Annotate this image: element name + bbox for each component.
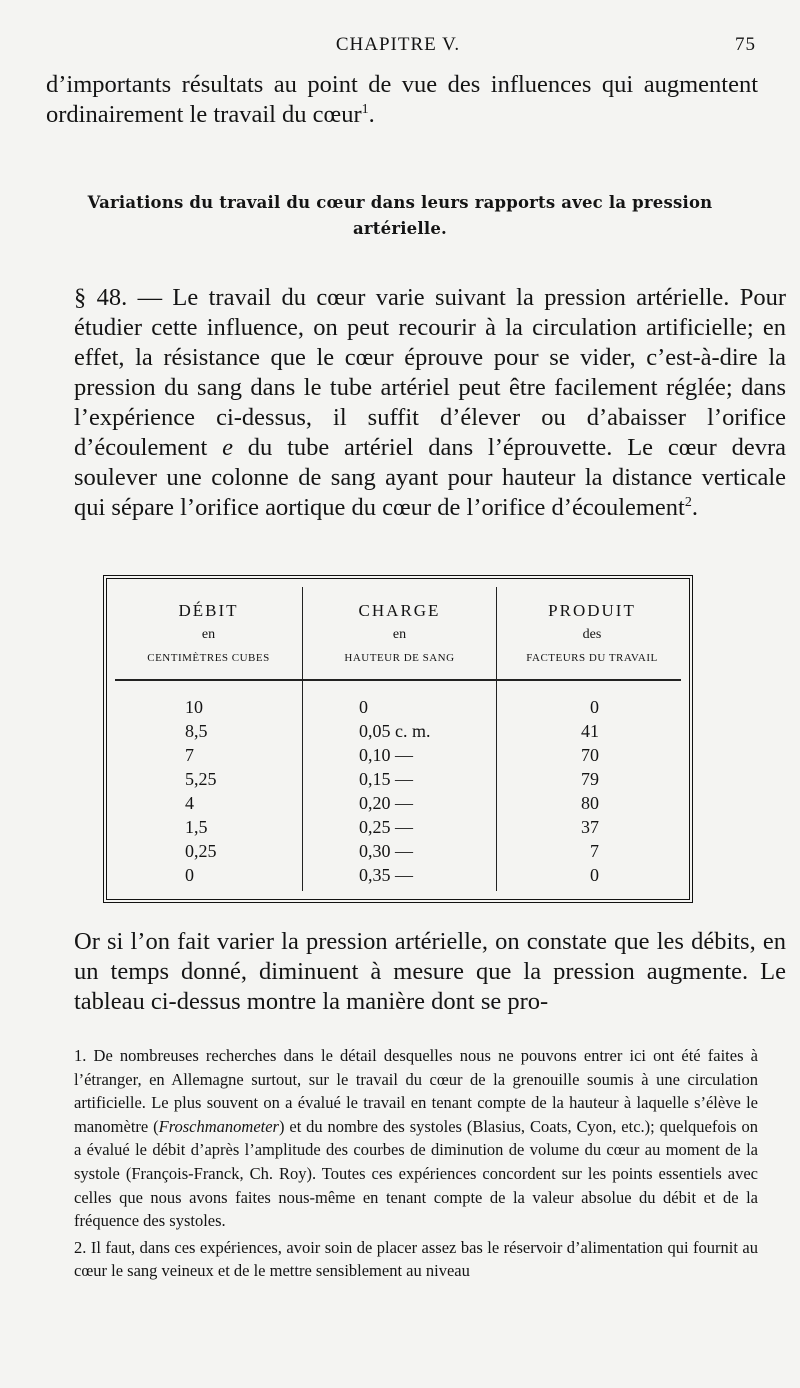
column-sub: en	[392, 627, 407, 642]
cell-debit: 4	[185, 793, 194, 813]
footnote-2: 2. Il faut, dans ces expériences, avoir soin de placer assez bas le réservoir d’alimentation qui fournit au cœur le sang veineux et de le mettre sensiblement au niveau	[74, 1237, 758, 1281]
table-row	[107, 769, 689, 793]
table-row	[107, 817, 689, 841]
paragraph-1-text: d’importants résultats au point de vue des influences qui augmentent ordinairement le travail du cœur	[46, 71, 758, 128]
section-heading: Variations du travail du cœur dans leurs rapports avec la pression artérielle.	[87, 193, 713, 238]
cell-produit: 70	[581, 745, 599, 765]
cell-produit: 80	[581, 793, 599, 813]
cell-charge: 0,35 —	[359, 865, 413, 885]
header-rule	[115, 679, 681, 681]
paragraph-continued: Or si l’on fait varier la pression artérielle, on constate que les débits, en un temps donné, diminuent à mesure que la pression augmente. Le tableau ci-dessus montre la manière dont se pro-	[74, 928, 786, 1015]
footnote-1	[46, 1044, 758, 1233]
cell-debit: 0,25	[185, 841, 217, 861]
cell-produit: 0	[590, 865, 599, 885]
cell-debit: 8,5	[185, 721, 208, 741]
cell-produit: 79	[581, 769, 599, 789]
paragraph-2-end: .	[691, 494, 698, 521]
table-row	[107, 865, 689, 889]
cell-charge: 0,30 —	[359, 841, 413, 861]
column-unit: HAUTEUR DE SANG	[344, 652, 455, 664]
footnote-1-italic: Froschmanometer	[158, 1116, 279, 1136]
cell-charge: 0	[359, 697, 368, 717]
table-row	[107, 793, 689, 817]
column-unit: FACTEURS DU TRAVAIL	[526, 652, 658, 664]
column-header-produit	[497, 601, 687, 664]
cell-charge: 0,15 —	[359, 769, 413, 789]
column-title: DÉBIT	[178, 601, 239, 620]
running-header	[40, 34, 756, 60]
cell-debit: 0	[185, 865, 194, 885]
cell-charge: 0,10 —	[359, 745, 413, 765]
cell-produit: 41	[581, 721, 599, 741]
variable-e: e	[222, 434, 233, 461]
cell-charge: 0,25 —	[359, 817, 413, 837]
footnote-ref-2[interactable]: 2	[684, 494, 692, 510]
footnotes	[46, 1044, 758, 1283]
cell-produit: 7	[590, 841, 599, 861]
chapter-title: CHAPITRE V.	[335, 34, 461, 55]
cell-debit: 5,25	[185, 769, 217, 789]
paragraph-2-text: § 48. — Le travail du cœur varie suivant la pression artérielle. Pour étudier cette influence, on peut recourir à la circulation artificielle; en effet, la résistance que le cœur éprouve pour se vider, c’est-à-dire la pression du sang dans le tube artériel peut être facilement réglée; dans l’expérience ci-dessus, il suffit d’élever ou d’abaisser l’orifice d’écoulement	[74, 284, 786, 461]
cell-charge: 0,05 c. m.	[359, 721, 431, 741]
cell-debit: 7	[185, 745, 194, 765]
table-row	[107, 697, 689, 721]
column-sub: en	[201, 627, 216, 642]
footnote-1-text: 1. De nombreuses recherches dans le détail desquelles nous ne pouvons entrer ici ont été faites à l’étranger, en Allemagne surtout, sur le travail du cœur de la grenouille soumis à une circulation artificielle. Le plus souvent on a évalué le travail en tenant compte de la hauteur à laquelle s’élève le manomètre (	[74, 1046, 758, 1136]
paragraph-48	[46, 283, 786, 523]
footnote-1-text-after: ) et du nombre des systoles (Blasius, Coats, Cyon, etc.); quelquefois on a évalué le débit d’après l’amplitude des courbes de diminution de volume du cœur au moment de la systole (François-Franck, Ch. Roy). Toutes ces expériences concordent sur les points essentiels avec celles que nous avons faites nous-même en tenant compte de la valeur absolue du débit et de la fréquence des systoles.	[74, 1116, 758, 1231]
page-number: 75	[735, 34, 756, 55]
data-table	[103, 575, 693, 903]
footnote-ref-1[interactable]: 1	[361, 101, 369, 117]
cell-debit: 1,5	[185, 817, 208, 837]
column-header-charge	[303, 601, 496, 664]
cell-produit: 0	[590, 697, 599, 717]
column-title: PRODUIT	[548, 601, 636, 620]
cell-debit: 10	[185, 697, 203, 717]
paragraph-2-text-after: du tube artériel dans l’éprouvette. Le cœur devra soulever une colonne de sang ayant pour hauteur la distance verticale qui sépare l’orifice aortique du cœur de l’orifice d’écoulement	[74, 434, 786, 521]
paragraph-continuation	[46, 70, 758, 130]
column-title: CHARGE	[358, 601, 441, 620]
table-row	[107, 841, 689, 865]
column-sub: des	[582, 627, 602, 642]
paragraph-1-end: .	[368, 101, 375, 128]
cell-produit: 37	[581, 817, 599, 837]
table-row	[107, 721, 689, 745]
column-header-debit	[115, 601, 302, 664]
column-unit: CENTIMÈTRES CUBES	[147, 652, 270, 664]
table-row	[107, 745, 689, 769]
cell-charge: 0,20 —	[359, 793, 413, 813]
table-body	[107, 697, 689, 889]
